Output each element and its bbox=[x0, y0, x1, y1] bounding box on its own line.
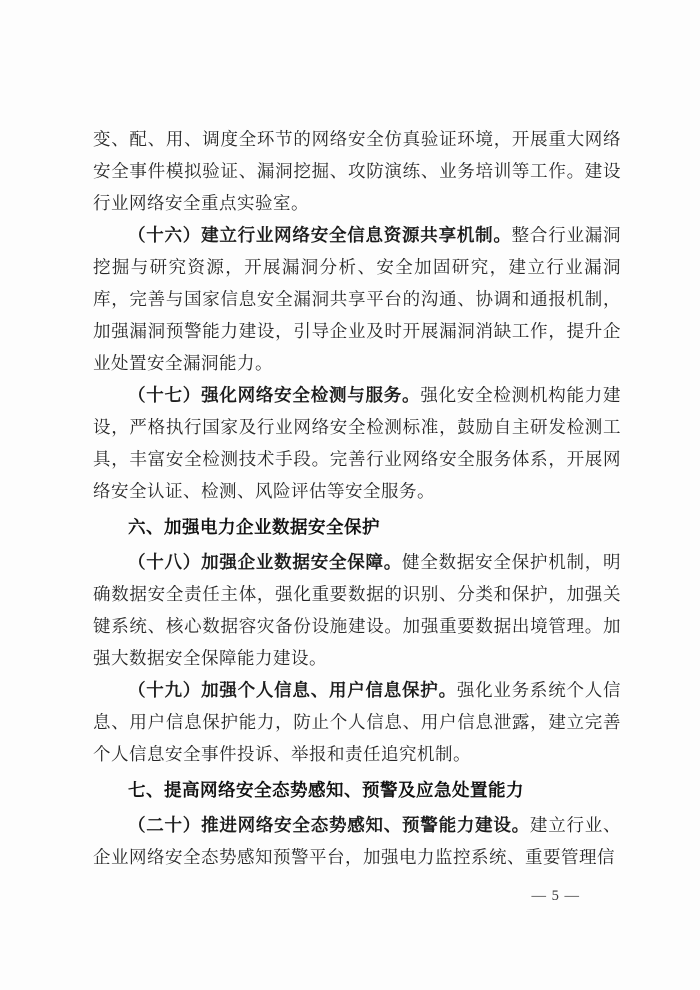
section-heading-7: 七、提高网络安全态势感知、预警及应急处置能力 bbox=[128, 780, 524, 800]
paragraph-continuation: 变、配、用、调度全环节的网络安全仿真验证环境，开展重大网络安全事件模拟验证、漏洞挖掘、攻防演练、业务培训等工作。建设行业网络安全重点实验室。 bbox=[93, 129, 621, 213]
paragraph-lead: （十八）加强企业数据安全保障。 bbox=[128, 552, 403, 572]
page-number: — 5 — bbox=[531, 888, 580, 904]
paragraph-item-20 bbox=[93, 809, 621, 873]
paragraph-text: 建立行业、企业网络安全态势感知预警平台，加强电力监控系统、重要管理信 bbox=[93, 815, 621, 867]
paragraph-lead: （十七）强化网络安全检测与服务。 bbox=[128, 385, 421, 405]
paragraph-item-19 bbox=[93, 674, 621, 770]
paragraph-text: 健全数据安全保护机制，明确数据安全责任主体，强化重要数据的识别、分类和保护，加强关键系统、核心数据容灾备份设施建设。加强重要数据出境管理。加强大数据安全保障能力建设。 bbox=[93, 552, 622, 668]
paragraph-item-18 bbox=[93, 546, 621, 674]
page-content bbox=[93, 123, 621, 873]
paragraph-item-16 bbox=[93, 219, 621, 379]
paragraph-item-17 bbox=[93, 379, 621, 507]
paragraph-lead: （十六）建立行业网络安全信息资源共享机制。 bbox=[128, 225, 512, 245]
paragraph-lead: （十九）加强个人信息、用户信息保护。 bbox=[128, 680, 457, 700]
paragraph-text: 强化安全检测机构能力建设，严格执行国家及行业网络安全检测标准，鼓励自主研发检测工具，丰富安全检测技术手段。完善行业网络安全服务体系，开展网络安全认证、检测、风险评估等安全服务。 bbox=[93, 385, 622, 501]
section-heading-6: 六、加强电力企业数据安全保护 bbox=[128, 517, 380, 537]
paragraph-text: 整合行业漏洞挖掘与研究资源，开展漏洞分析、安全加固研究，建立行业漏洞库，完善与国家信息安全漏洞共享平台的沟通、协调和通报机制，加强漏洞预警能力建设，引导企业及时开展漏洞消缺工作，提升企业处置安全漏洞能力。 bbox=[93, 225, 622, 373]
paragraph-text: 强化业务系统个人信息、用户信息保护能力，防止个人信息、用户信息泄露，建立完善个人信息安全事件投诉、举报和责任追究机制。 bbox=[93, 680, 622, 764]
paragraph-lead: （二十）推进网络安全态势感知、预警能力建设。 bbox=[128, 815, 530, 835]
